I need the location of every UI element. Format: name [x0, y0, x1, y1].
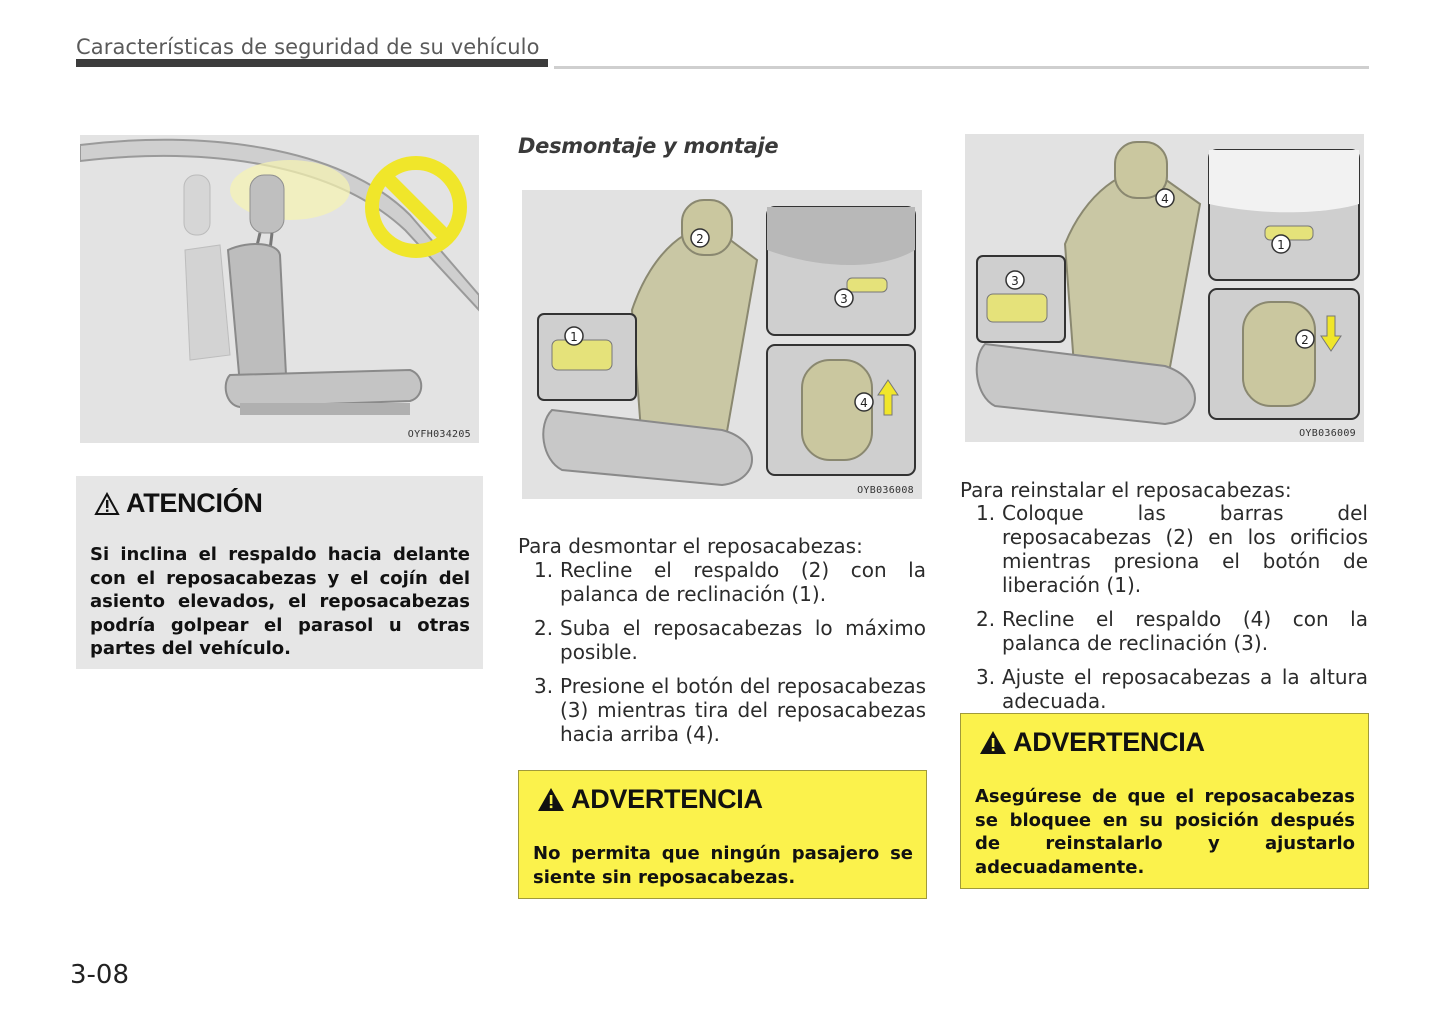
caution-title [94, 488, 263, 519]
warning-title [537, 784, 763, 815]
svg-text:2: 2 [1301, 333, 1309, 347]
list-item [518, 616, 926, 664]
step-text: Coloque las barras del reposacabezas (2) en los orificios mientras presiona el botón de liberación (1). [1002, 501, 1368, 597]
page-header-title: Características de seguridad de su vehículo [76, 35, 540, 59]
figure-seat-no-tilt [80, 135, 479, 443]
step-number: 1. [976, 501, 996, 525]
removal-steps [518, 558, 926, 756]
figure-removal [522, 190, 922, 499]
figure-install [965, 134, 1364, 442]
warning-box-right [960, 713, 1369, 889]
warning-title-text: ADVERTENCIA [571, 784, 763, 814]
svg-text:4: 4 [860, 396, 868, 410]
warning-body: No permita que ningún pasajero se siente sin reposacabezas. [533, 843, 913, 888]
step-number: 2. [534, 616, 554, 640]
removal-illustration [522, 190, 922, 499]
list-item [960, 501, 1368, 597]
seat-illustration [80, 135, 479, 443]
list-item [960, 665, 1368, 713]
warning-triangle-icon [979, 730, 1007, 755]
step-text: Ajuste el reposacabezas a la altura adecuada. [1002, 665, 1368, 713]
list-item [518, 558, 926, 606]
step-text: Suba el reposacabezas lo máximo posible. [560, 616, 926, 664]
step-text: Presione el botón del reposacabezas (3) mientras tira del reposacabezas hacia arriba (4). [560, 674, 926, 746]
header-rule-light [554, 66, 1369, 69]
page-number: 3-08 [70, 960, 130, 990]
install-intro: Para reinstalar el reposacabezas: [960, 478, 1292, 502]
step-text: Recline el respaldo (2) con la palanca de reclinación (1). [560, 558, 926, 606]
svg-text:1: 1 [1277, 238, 1285, 252]
step-number: 1. [534, 558, 554, 582]
section-heading: Desmontaje y montaje [518, 134, 779, 158]
svg-text:2: 2 [696, 232, 704, 246]
svg-text:3: 3 [1011, 274, 1019, 288]
warning-triangle-icon [94, 492, 120, 516]
install-steps [960, 501, 1368, 723]
warning-body: Asegúrese de que el reposacabezas se bloquee en su posición después de reinstalarlo y ajustarlo adecuadamente. [975, 786, 1355, 878]
svg-text:4: 4 [1161, 192, 1169, 206]
list-item [518, 674, 926, 746]
warning-title [979, 727, 1205, 758]
step-number: 2. [976, 607, 996, 631]
step-number: 3. [976, 665, 996, 689]
svg-text:3: 3 [840, 292, 848, 306]
step-text: Recline el respaldo (4) con la palanca de reclinación (3). [1002, 607, 1368, 655]
header-rule-dark [76, 59, 548, 67]
warning-title-text: ADVERTENCIA [1013, 727, 1205, 757]
figure-code: OYB036009 [1299, 428, 1356, 439]
install-illustration [965, 134, 1364, 442]
figure-code: OYFH034205 [407, 429, 471, 440]
warning-box-middle [518, 770, 927, 899]
warning-triangle-icon [537, 787, 565, 812]
step-number: 3. [534, 674, 554, 698]
svg-text:1: 1 [570, 330, 578, 344]
figure-code: OYB036008 [857, 485, 914, 496]
caution-box [76, 476, 483, 669]
removal-intro: Para desmontar el reposacabezas: [518, 534, 863, 558]
caution-title-text: ATENCIÓN [126, 488, 263, 518]
caution-body: Si inclina el respaldo hacia delante con el reposacabezas y el cojín del asiento elevados, el reposacabezas podría golpear el parasol u otras partes del vehículo. [90, 544, 470, 659]
list-item [960, 607, 1368, 655]
